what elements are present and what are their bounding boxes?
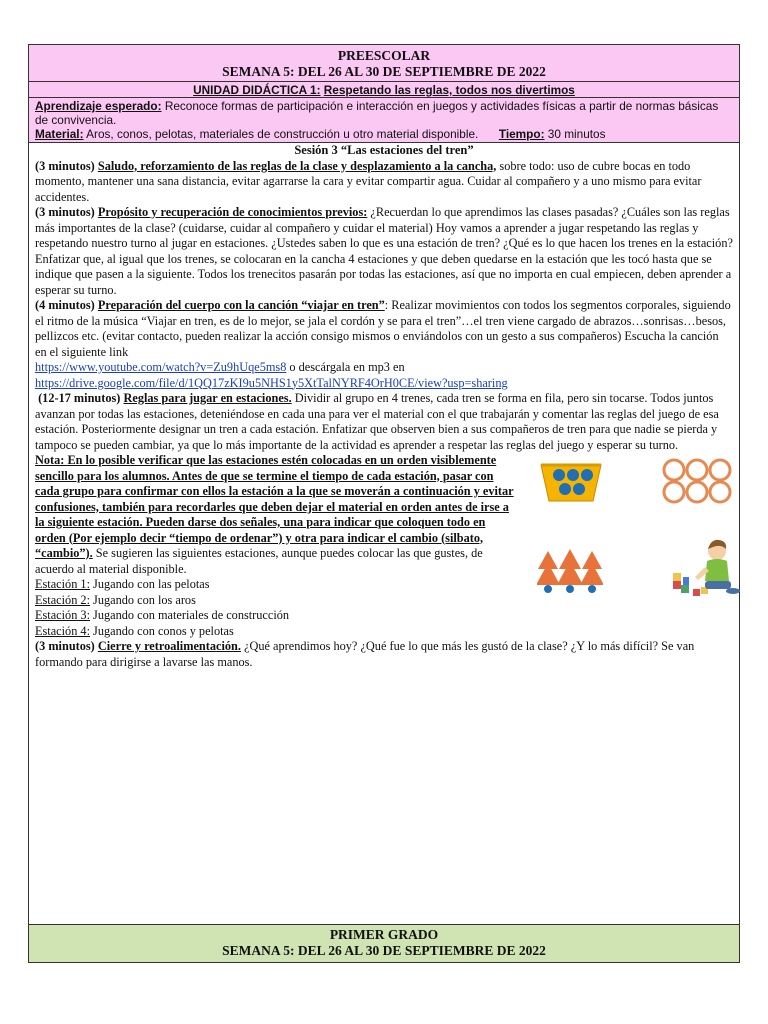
station-illustrations [531,453,741,603]
material-text: Aros, conos, pelotas, materiales de construcción u otro material disponible. [86,127,479,141]
footer-week: SEMANA 5: DEL 26 AL 30 DE SEPTIEMBRE DE 2022 [222,943,546,958]
unidad-text: Respetando las reglas, todos nos divertimos [323,83,575,97]
estacion-4 [35,624,733,640]
header-level: PREESCOLAR [337,48,431,63]
sec5-text: ¿Qué aprendimos hoy? ¿Qué fue lo que más les gustó de la clase? ¿Y lo más difícil? Se van formando para dirigirse a lavarse las manos. [35,639,695,669]
tiempo-text: 30 minutos [547,127,606,141]
hoops-icon [661,457,733,505]
unidad-row [29,82,739,98]
sec4-text: Dividir al grupo en 4 trenes, cada tren se forma en fila, pero sin tocarse. Todos juntos avanzan por todas las estaciones, deteniéndose en cada una para ver el material con el que trabajarán y comentar las reglas del juego de esa estación. Posteriormente designar un tren a cada estación. Enfatizar que observen bien a sus compañeros de tren para que nadie se pierda y tampoco se pueden cambiar, ya que lo más importante de la actividad es aprender a respetar las reglas del juego y esperar su turno. [35,391,719,452]
sec2-text: ¿Recuerdan lo que aprendimos las clases pasadas? ¿Cuáles son las reglas más importantes de la clase? (cuidarse, cuidar al compañero y cuidar el material) Hoy vamos a aprender a jugar respetando las reglas y respetando nuestro turno al jugar en estaciones. ¿Ustedes saben lo que es una estación de tren? ¿Qué es lo que hacen los trenes en la estación? Enfatizar que, al igual que los trenes, se colocaran en la cancha 4 estaciones y que deben quedarse en la estación que les tocó hasta que se indique que pasen a la siguiente. Todos los trenecitos pasarán por todas las estaciones, así que no importa en cual empiecen, deben aprender a esperar su turno. [35,205,733,297]
section-preparacion [35,298,733,391]
nota-text: Se sugieren las siguientes estaciones, aunque puedes colocar las que gustes, de acuerdo al material disponible. [35,546,483,576]
material-label: Material: [35,127,84,141]
footer [29,924,739,962]
child-building-blocks-icon [671,537,741,599]
sec3-time: (4 minutos) [35,298,95,312]
sec3-heading: Preparación del cuerpo con la canción “viajar en tren” [97,298,385,312]
sec5-time: (3 minutos) [35,639,95,653]
estacion-1-label: Estación 1: [35,577,90,591]
footer-grade: PRIMER GRADO [329,927,439,942]
sec4-time: (12-17 minutos) [38,391,121,405]
aprendizaje-material-row [29,98,739,143]
drive-link[interactable]: https://drive.google.com/file/d/1QQ17zKI9u5NHS1y5XtTalNYRF4OrH0CE/view?usp=sharing [35,375,508,390]
estacion-3-text: Jugando con materiales de construcción [89,608,290,622]
nota-bold: Nota: En lo posible verificar que las estaciones estén colocadas en un orden visiblemente sencillo para los alumnos. Antes de que se termine el tiempo de cada estación, pasar con cada grupo para confirmar con ellos la estación a la que se moverán a continuación y evitar confusiones, también para recordarles que deben dejar el material en orden antes de irse a la siguiente estación. Pueden darse dos señales, una para indicar que coloquen todo en orden (Por ejemplo decir “tiempo de ordenar”) y otra para indicar el cambio (silbato, “cambio”). [35,453,514,560]
cones-balls-icon [537,549,603,593]
section-cierre [35,639,733,670]
estacion-1-text: Jugando con las pelotas [89,577,210,591]
session-body [29,143,739,924]
estacion-3 [35,608,733,624]
sec1-text: sobre todo: uso de cubre bocas en todo momento, mantener una sana distancia, evitar agarrarse la cara y evitar compartir agua. Cuidar al compañero y a uno mismo para evitar accidentes. [35,158,702,204]
sec1-heading: Saludo, reforzamiento de las reglas de la clase y desplazamiento a la cancha, [97,158,497,173]
aprendizaje-label: Aprendizaje esperado: [35,99,162,113]
tiempo-label: Tiempo: [498,127,545,141]
estacion-2-text: Jugando con los aros [89,592,196,607]
session-title: Sesión 3 “Las estaciones del tren” [294,143,474,157]
sec4-heading: Reglas para jugar en estaciones. [123,391,292,405]
material [35,127,733,141]
estacion-4-label: Estación 4: [35,623,90,638]
unidad-label: UNIDAD DIDÁCTICA 1: [193,83,321,97]
lesson-sheet [28,44,740,963]
youtube-link[interactable]: https://www.youtube.com/watch?v=Zu9hUqe5ms8 [35,360,287,374]
nota-block [35,453,733,577]
aprendizaje [35,99,733,127]
estacion-2-label: Estación 2: [35,592,90,607]
header [29,45,739,82]
sec2-time: (3 minutos) [35,205,95,219]
sec5-heading: Cierre y retroalimentación. [97,639,241,653]
header-week: SEMANA 5: DEL 26 AL 30 DE SEPTIEMBRE DE 2022 [222,64,546,79]
nota [35,453,519,577]
sec1-time: (3 minutos) [35,158,95,173]
section-reglas [35,391,733,453]
estacion-4-text: Jugando con conos y pelotas [89,623,234,638]
aprendizaje-text: Reconoce formas de participación e interacción en juegos y actividades físicas a partir de normas básicas de convivencia. [35,99,719,127]
section-saludo [35,159,733,206]
estacion-3-label: Estación 3: [35,608,90,622]
sec3-text: : Realizar movimientos con todos los segmentos corporales, siguiendo el ritmo de la música “Viajar en tren, es de lo mejor, se jala el cordón y se para el tren”…el tren viene cargado de abrazos…sonrisas…besos, pellizcos etc. (evitar contacto, pueden realizar la acción consigo mismos o enviándolos con un gesto a sus compañeros) Escucha la canción en el siguiente link [35,298,731,359]
sec3-middle: o descárgala en mp3 en [286,360,405,374]
balls-basket-icon [539,459,603,503]
section-proposito [35,205,733,298]
sec2-heading: Propósito y recuperación de conocimientos previos: [97,205,368,219]
